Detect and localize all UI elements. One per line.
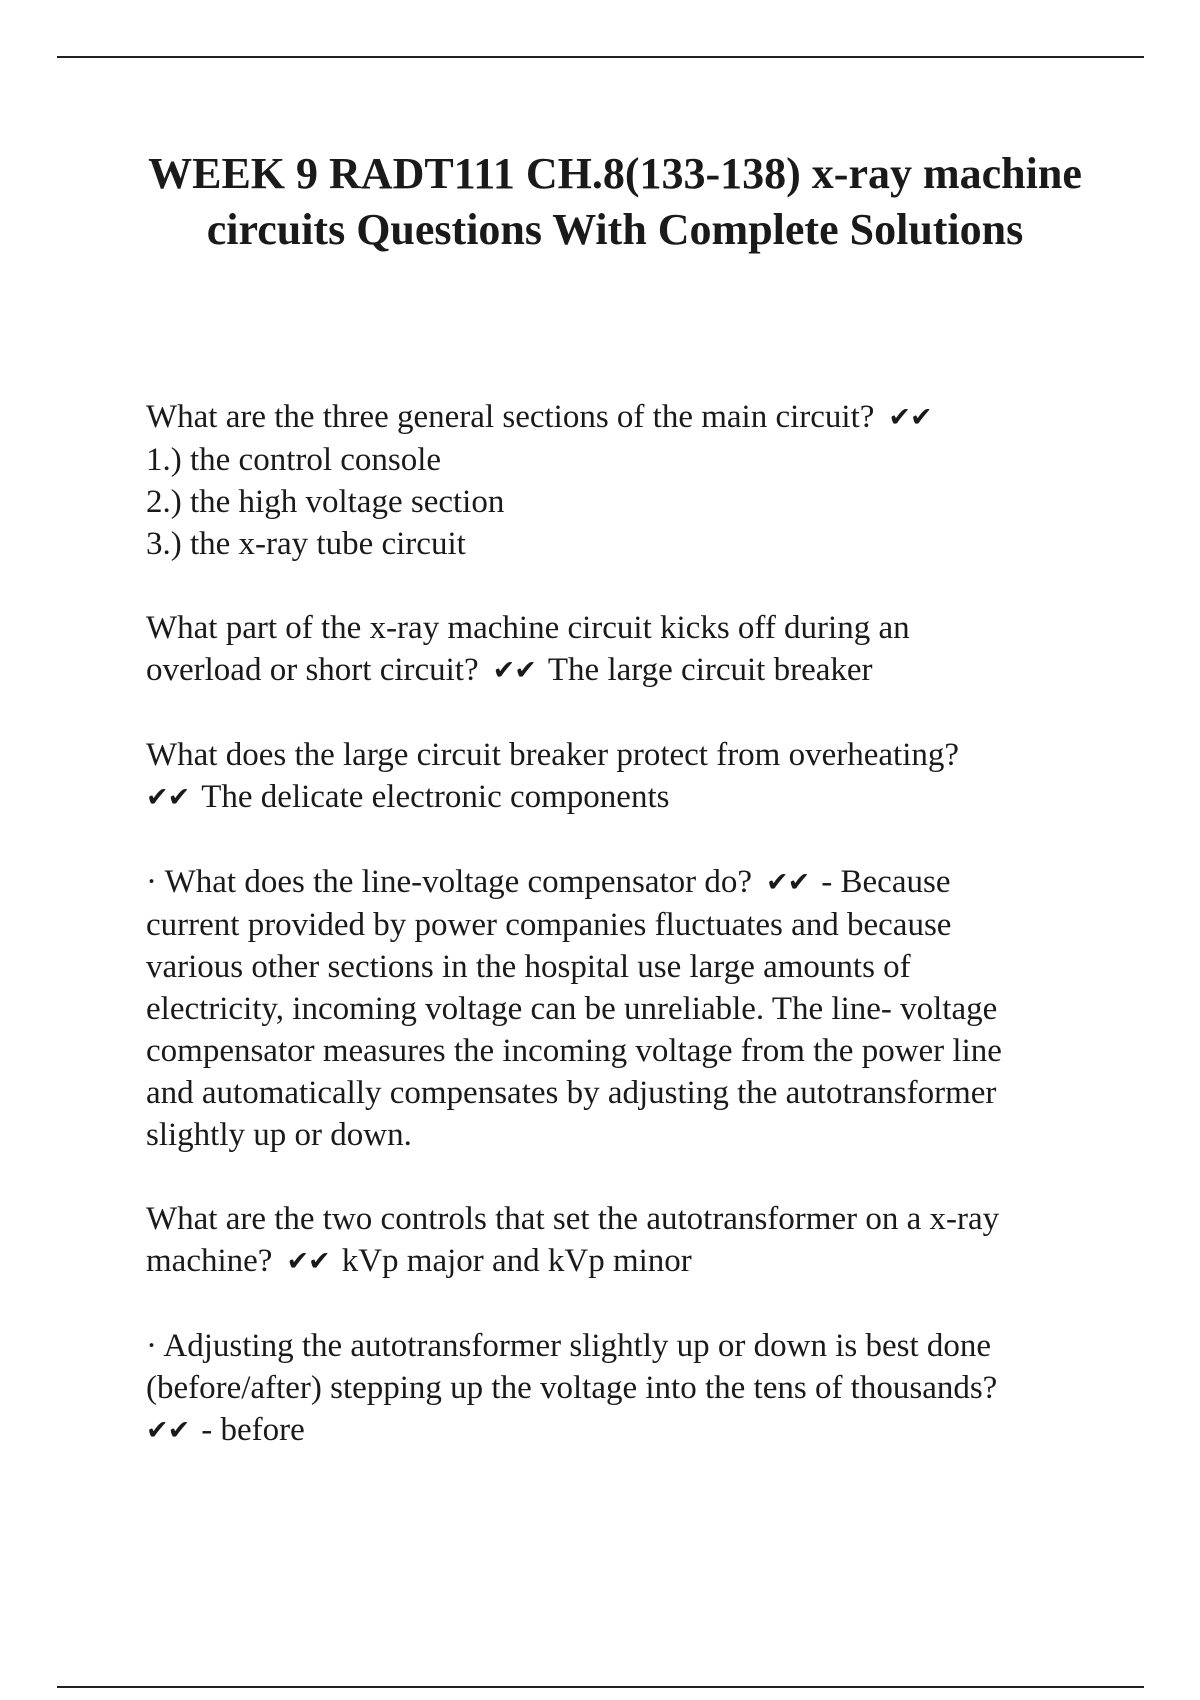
answer-text: - Because [821,864,951,900]
answer-text: various other sections in the hospital use large amounts of [146,949,911,985]
question-text: (before/after) stepping up the voltage into the tens of thousands? [146,1370,998,1406]
answer-text: slightly up or down. [146,1117,412,1153]
answer-text: 3.) the x-ray tube circuit [146,526,466,562]
document-title: WEEK 9 RADT111 CH.8(133-138) x-ray machine circuits Questions With Complete Solutions [148,149,1082,254]
check-mark-icon: ✔✔ [146,1415,190,1446]
qa-line [146,1240,1096,1283]
qa-item-3 [146,734,1096,819]
question-text: What does the large circuit breaker protect from overheating? [146,737,960,773]
answer-text: 2.) the high voltage section [146,484,505,520]
qa-item-4 [146,861,1096,1156]
answer-text: kVp major and kVp minor [341,1243,692,1279]
qa-line [146,649,1096,692]
check-mark-icon: ✔✔ [766,867,810,898]
check-mark-icon: ✔✔ [146,782,190,813]
qa-line [146,1409,1096,1452]
answer-text: electricity, incoming voltage can be unreliable. The line- voltage [146,991,998,1027]
answer-text: and automatically compensates by adjusting the autotransformer [146,1075,997,1111]
question-text: overload or short circuit? [146,652,479,688]
answer-text: current provided by power companies fluctuates and because [146,907,952,943]
question-text: What are the two controls that set the autotransformer on a x-ray [146,1201,1000,1237]
question-text: What are the three general sections of the main circuit? [146,399,875,435]
qa-line [146,776,1096,819]
qa-list [146,396,1096,1494]
qa-item-1 [146,396,1096,565]
qa-line [146,861,1096,904]
answer-text: compensator measures the incoming voltage from the power line [146,1033,1002,1069]
qa-item-5 [146,1198,1096,1283]
check-mark-icon: ✔✔ [492,655,536,686]
answer-text: The delicate electronic components [201,779,670,815]
answer-text: The large circuit breaker [547,652,873,688]
check-mark-icon: ✔✔ [888,402,932,433]
top-rule [57,56,1144,58]
qa-line [146,396,1096,439]
answer-text: 1.) the control console [146,442,442,478]
check-mark-icon: ✔✔ [286,1246,330,1277]
question-text: · What does the line-voltage compensator do? [146,864,753,900]
question-text: · Adjusting the autotransformer slightly up or down is best done [146,1328,992,1364]
qa-item-2 [146,607,1096,692]
question-text: What part of the x-ray machine circuit kicks off during an [146,610,910,646]
answer-text: - before [201,1412,305,1448]
bottom-rule [57,1686,1144,1688]
qa-item-6 [146,1325,1096,1452]
question-text: machine? [146,1243,273,1279]
